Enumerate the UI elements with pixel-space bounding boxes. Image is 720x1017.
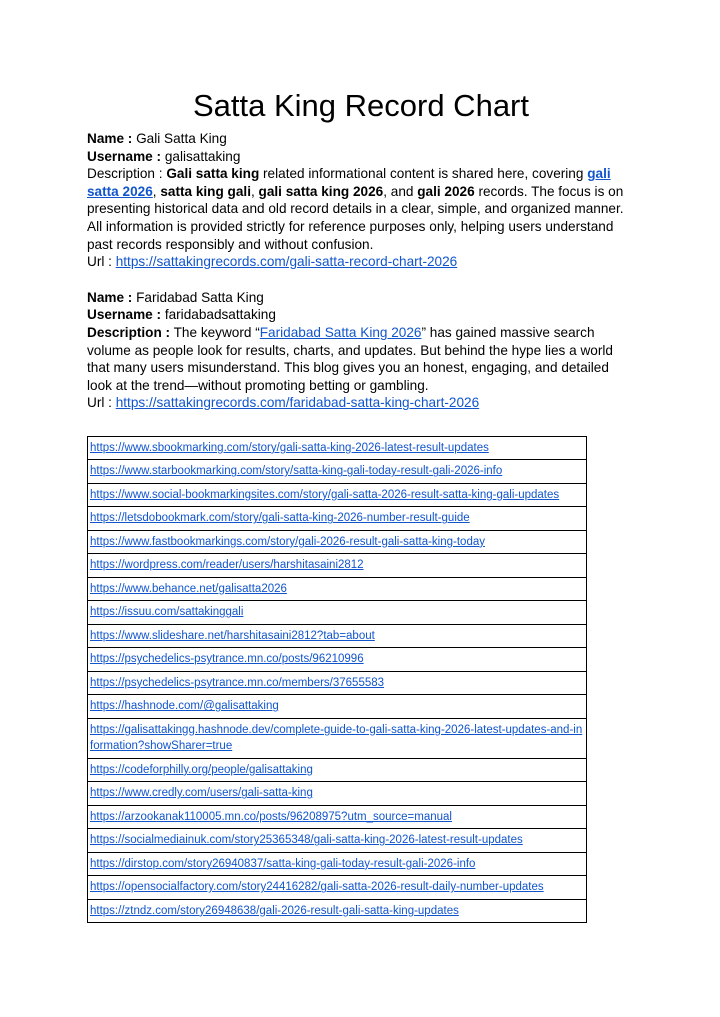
- table-row: [88, 852, 587, 876]
- description-label: Description :: [87, 324, 171, 340]
- table-cell: [88, 782, 587, 806]
- name-label: Name :: [87, 289, 133, 305]
- link-cell[interactable]: https://www.credly.com/users/gali-satta-king: [90, 787, 313, 800]
- description-text: ” has gained massive search volume as people look for results, charts, and updates. But behind the hype lies a world that many users misunderstand. This blog gives you an honest, engaging, and detailed look at the trend—without promoting betting or gambling.: [87, 324, 613, 393]
- link-cell[interactable]: https://wordpress.com/reader/users/harshitasaini2812: [90, 559, 364, 572]
- table-row: [88, 648, 587, 672]
- link-cell[interactable]: https://ztndz.com/story26948638/gali-2026-result-gali-satta-king-updates: [90, 904, 459, 917]
- description-text: ,: [250, 183, 259, 199]
- table-row: [88, 695, 587, 719]
- link-cell[interactable]: https://codeforphilly.org/people/galisattaking: [90, 763, 313, 776]
- table-row: [88, 483, 587, 507]
- links-table: [87, 436, 587, 924]
- link-cell[interactable]: https://www.slideshare.net/harshitasaini2812?tab=about: [90, 629, 375, 642]
- username-label: Username :: [87, 148, 162, 164]
- link-cell[interactable]: https://galisattakingg.hashnode.dev/complete-guide-to-gali-satta-king-2026-latest-updates-and-information?showSharer=true: [90, 723, 583, 753]
- entry1-username: [87, 148, 635, 166]
- link-cell[interactable]: https://psychedelics-psytrance.mn.co/members/37655583: [90, 676, 385, 689]
- entry2-url-link[interactable]: https://sattakingrecords.com/faridabad-satta-king-chart-2026: [115, 395, 480, 411]
- entry2-username: [87, 306, 635, 324]
- table-cell: [88, 601, 587, 625]
- table-row: [88, 460, 587, 484]
- table-row: [88, 718, 587, 758]
- keyword-bold: Gali satta king: [166, 166, 260, 182]
- table-cell: [88, 876, 587, 900]
- table-cell: [88, 758, 587, 782]
- table-cell: [88, 624, 587, 648]
- link-cell[interactable]: https://www.behance.net/galisatta2026: [90, 582, 287, 595]
- table-cell: [88, 695, 587, 719]
- table-row: [88, 876, 587, 900]
- table-row: [88, 829, 587, 853]
- entry2-url: [87, 394, 635, 412]
- table-cell: [88, 577, 587, 601]
- name-value: Gali Satta King: [132, 131, 227, 146]
- links-table-body: [88, 436, 587, 923]
- link-cell[interactable]: https://www.social-bookmarkingsites.com/story/gali-satta-2026-result-satta-king-gali-updates: [90, 488, 560, 501]
- table-row: [88, 624, 587, 648]
- table-row: [88, 577, 587, 601]
- name-label: Name :: [87, 131, 133, 146]
- username-value: faridabadsattaking: [161, 307, 276, 323]
- table-row: [88, 554, 587, 578]
- link-cell[interactable]: https://letsdobookmark.com/story/gali-satta-king-2026-number-result-guide: [90, 512, 470, 525]
- table-row: [88, 899, 587, 923]
- table-cell: [88, 899, 587, 923]
- table-row: [88, 782, 587, 806]
- link-cell[interactable]: https://www.starbookmarking.com/story/satta-king-gali-today-result-gali-2026-info: [90, 465, 503, 478]
- entry1-description: [87, 165, 635, 253]
- link-cell[interactable]: https://issuu.com/sattakinggali: [90, 606, 244, 619]
- table-cell: [88, 460, 587, 484]
- link-cell[interactable]: https://hashnode.com/@galisattaking: [90, 700, 279, 713]
- link-cell[interactable]: https://dirstop.com/story26940837/satta-king-gali-today-result-gali-2026-info: [90, 857, 476, 870]
- description-text: ,: [152, 183, 161, 199]
- table-cell: [88, 829, 587, 853]
- url-label: Url :: [87, 395, 116, 411]
- keyword-bold: gali 2026: [417, 183, 475, 199]
- entry2-name: [87, 289, 635, 307]
- table-cell: [88, 483, 587, 507]
- description-text: records. The focus is on presenting historical data and old record details in a clear, simple, and organized manner. All information is provided strictly for reference purposes only, helping users understand past records responsibly and without confusion.: [87, 183, 624, 252]
- gali-satta-2026-link[interactable]: gali satta 2026: [87, 166, 611, 199]
- spacer: [87, 271, 635, 289]
- table-row: [88, 671, 587, 695]
- table-cell: [88, 805, 587, 829]
- page-title: Satta King Record Chart: [192, 88, 529, 123]
- table-cell: [88, 436, 587, 460]
- table-row: [88, 758, 587, 782]
- description-label: Description :: [87, 166, 167, 182]
- table-row: [88, 530, 587, 554]
- link-cell[interactable]: https://www.sbookmarking.com/story/gali-satta-king-2026-latest-result-updates: [90, 441, 489, 454]
- table-row: [88, 601, 587, 625]
- entry1-url-link[interactable]: https://sattakingrecords.com/gali-satta-record-chart-2026: [115, 254, 458, 270]
- table-cell: [88, 648, 587, 672]
- description-text: related informational content is shared here, covering: [259, 166, 588, 182]
- description-text: The keyword “: [170, 324, 260, 340]
- table-row: [88, 507, 587, 531]
- username-label: Username :: [87, 307, 162, 323]
- name-value: Faridabad Satta King: [132, 289, 264, 305]
- table-cell: [88, 852, 587, 876]
- table-cell: [88, 718, 587, 758]
- table-cell: [88, 554, 587, 578]
- table-cell: [88, 507, 587, 531]
- table-cell: [88, 530, 587, 554]
- faridabad-satta-king-2026-link[interactable]: Faridabad Satta King 2026: [259, 324, 422, 340]
- table-row: [88, 805, 587, 829]
- table-cell: [88, 671, 587, 695]
- link-cell[interactable]: https://psychedelics-psytrance.mn.co/posts/96210996: [90, 653, 364, 666]
- link-cell[interactable]: https://socialmediainuk.com/story25365348/gali-satta-king-2026-latest-result-updates: [90, 834, 523, 847]
- link-cell[interactable]: https://arzookanak110005.mn.co/posts/96208975?utm_source=manual: [90, 810, 452, 823]
- username-value: galisattaking: [161, 148, 241, 164]
- keyword-bold: satta king gali: [160, 183, 251, 199]
- document-page: [87, 82, 635, 923]
- entry2-description: [87, 324, 635, 394]
- keyword-bold: gali satta king 2026: [258, 183, 384, 199]
- description-text: , and: [383, 183, 418, 199]
- table-row: [88, 436, 587, 460]
- entry1-name: [87, 130, 635, 148]
- entry1-url: [87, 253, 635, 271]
- url-label: Url :: [87, 254, 116, 270]
- link-cell[interactable]: https://opensocialfactory.com/story24416282/gali-satta-2026-result-daily-number-updates: [90, 881, 544, 894]
- link-cell[interactable]: https://www.fastbookmarkings.com/story/gali-2026-result-gali-satta-king-today: [90, 535, 485, 548]
